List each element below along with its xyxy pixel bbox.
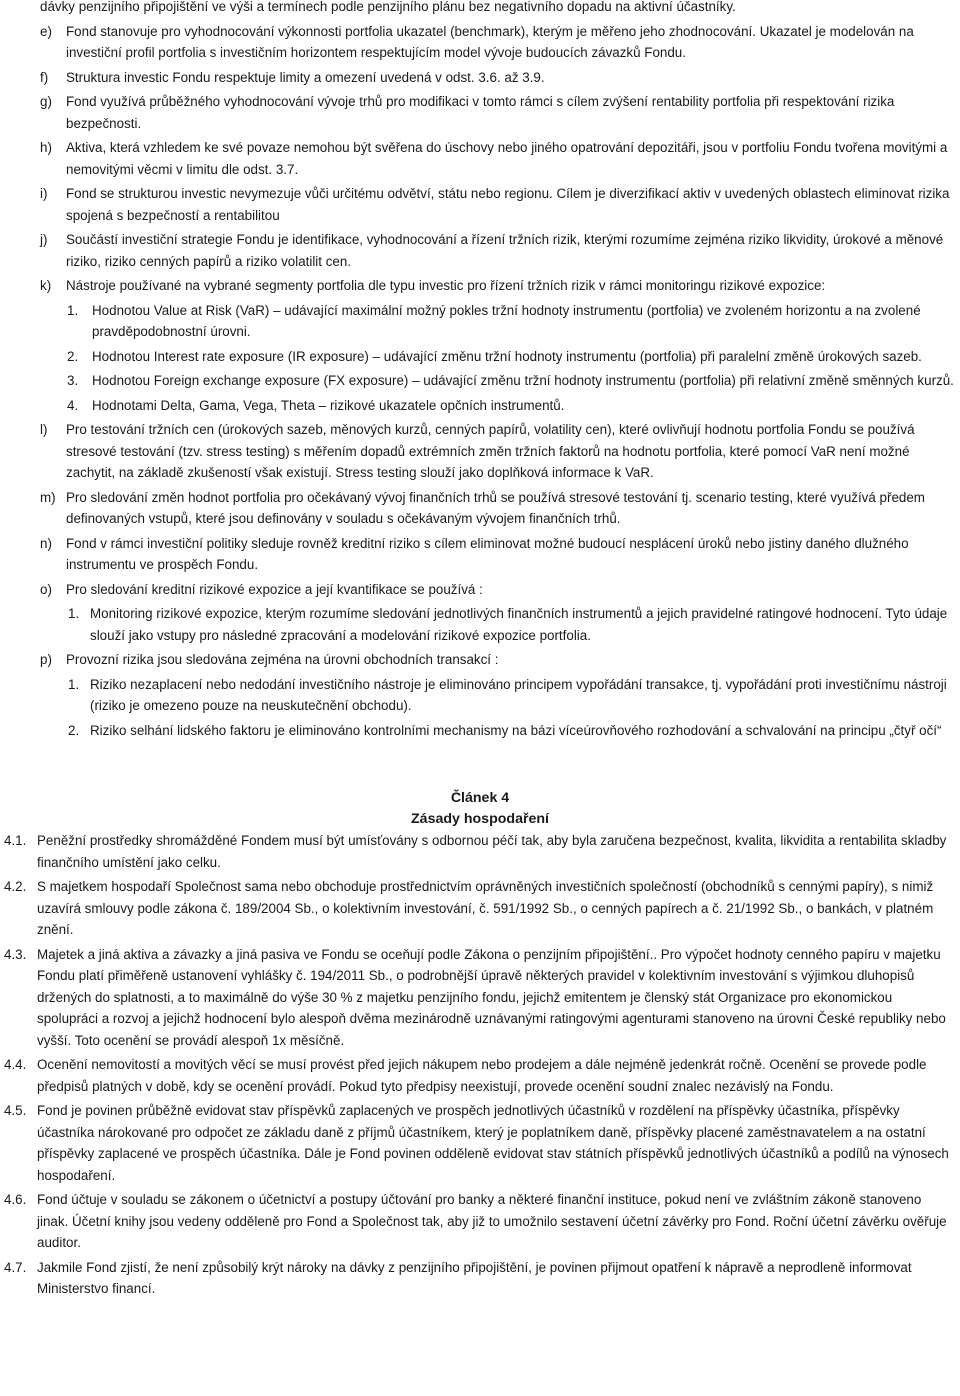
section-text: S majetkem hospodaří Společnost sama nebo obchoduje prostřednictvím oprávněných investičních společností (obchodníků s cennými papíry), s nimiž uzavírá smlouvy podle zákona č. 189/2004 Sb., o kolektivním investování, č. 591/1992 Sb., o cenných papírech a č. 21/1992 Sb., o bankách, v platném znění. <box>37 879 934 937</box>
item-text: Fond se strukturou investic nevymezuje vůči určitému odvětví, státu nebo regionu. Cílem je diverzifikací aktiv v uvedených oblastech eliminovat rizika spojená s bezpečností a rentabilitou <box>66 186 950 223</box>
sub-item-text: Hodnotou Foreign exchange exposure (FX exposure) – udávající změnu tržní hodnoty instrumentu (portfolia) při relativní změně směnných kurzů. <box>92 373 954 388</box>
sub-item-text: Hodnotou Interest rate exposure (IR exposure) – udávající změnu tržní hodnoty instrumentu (portfolia) při paralelní změně úrokových sazeb. <box>92 348 922 364</box>
intro-text: dávky penzijního připojištění ve výši a termínech podle penzijního plánu bez negativního dopadu na aktivní účastníky. <box>40 0 736 14</box>
item-text: Pro sledování kreditní rizikové expozice a její kvantifikace se používá : <box>66 581 483 597</box>
item-text: Součástí investiční strategie Fondu je identifikace, vyhodnocování a řízení tržních rizik, kterými rozumíme zejména riziko likvidity, úrokové a měnové riziko, riziko cenných papírů a riziko volatilit cen. <box>66 232 944 269</box>
sub-item-text: Hodnotami Delta, Gama, Vega, Theta – rizikové ukazatele opčních instrumentů. <box>92 397 565 413</box>
item-label: l) <box>40 422 48 437</box>
section-label: 4.3. <box>4 946 27 962</box>
sub-item-label: 3. <box>67 373 79 388</box>
list-item-i <box>0 183 960 226</box>
item-label: k) <box>40 278 52 293</box>
section-text: Ocenění nemovitostí a movitých věcí se musí provést před jejich nákupem nebo prodejem a dále nejméně jedenkrát ročně. Ocenění se provede podle předpisů platných v době, kdy se ocenění provádí. Pokud tyto předpisy neexistují, provede ocenění soudní znalec nezávislý na Fondu. <box>37 1057 927 1094</box>
item-text: Struktura investic Fondu respektuje limity a omezení uvedená v odst. 3.6. až 3.9. <box>66 69 545 85</box>
item-label: i) <box>40 186 48 201</box>
item-text: Aktiva, která vzhledem ke své povaze nemohou být svěřena do úschovy nebo jiného opatrování depozitáři, jsou v portfoliu Fondu tvořena movitými a nemovitými věcmi v limitu dle odst. 3.7. <box>66 140 948 177</box>
list-item-j <box>0 229 960 272</box>
section-text: Majetek a jiná aktiva a závazky a jiná pasiva ve Fondu se oceňují podle Zákona o penzijním připojištění.. Pro výpočet hodnoty cenného papíru v majetku Fondu platí přiměřeně ustanovení vyhlášky č. 194/2011 Sb., o podrobnější úpravě některých pravidel v kolektivním investování s výjimkou dluhopisů držených do splatnosti, a to maximálně do výše 30 % z majetku penzijního fondu, jejichž emitentem je členský stát Organizace pro ekonomickou spolupráci a rozvoj a jejichž hodnocení bylo alespoň dvěma mezinárodně uznávanými ratingovými agenturami stanoveno na úrovni České republiky nebo vyšší. Toto ocenění se provádí alespoň 1x měsíčně. <box>37 946 946 1048</box>
list-item-f <box>0 67 960 89</box>
item-label: g) <box>40 94 52 109</box>
sub-item-k-2 <box>0 346 960 368</box>
section-4-2 <box>0 876 960 941</box>
section-text: Fond účtuje v souladu se zákonem o účetnictví a postupy účtování pro banky a některé finanční instituce, pokud není ve zvláštním zákoně stanoveno jinak. Účetní knihy jsou vedeny odděleně pro Fond a Společnost tak, aby již to umožnilo sestavení účetní závěrky pro Fond. Roční účetní závěrku ověřuje auditor. <box>37 1192 947 1250</box>
item-text: Fond využívá průběžného vyhodnocování vývoje trhů pro modifikaci v tomto rámci s cílem zvýšení rentability portfolia při respektování rizika bezpečnosti. <box>66 94 895 131</box>
section-4-3 <box>0 944 960 1052</box>
section-4-1 <box>0 830 960 873</box>
item-text: Nástroje používané na vybrané segmenty portfolia dle typu investic pro řízení tržních rizik v rámci monitoringu rizikové expozice: <box>66 278 826 293</box>
section-4-6 <box>0 1189 960 1254</box>
section-label: 4.1. <box>4 833 27 848</box>
sub-item-text: Riziko nezaplacení nebo nedodání investičního nástroje je eliminováno principem vypořádání transakce, tj. vypořádání proti investičnímu nástroji (riziko je omezeno pouze na neuskutečnění obchodu). <box>90 676 947 713</box>
list-item-l <box>0 419 960 484</box>
sub-item-k-1 <box>0 300 960 343</box>
sub-item-text: Hodnotou Value at Risk (VaR) – udávající maximální možný pokles tržní hodnoty instrumentu (portfolia) ve zvoleném horizontu a na zvolené pravděpodobnostní úrovni. <box>92 302 921 339</box>
list-item-h <box>0 137 960 180</box>
item-label: n) <box>40 535 52 551</box>
list-item-m <box>0 487 960 530</box>
sub-item-label: 2. <box>68 722 80 738</box>
list-item-e <box>0 21 960 64</box>
list-item-n <box>0 533 960 576</box>
item-label: m) <box>40 489 56 505</box>
sub-item-o-1 <box>0 603 960 646</box>
article-title: Zásady hospodaření <box>411 811 549 827</box>
section-4-4 <box>0 1054 960 1097</box>
sub-item-k-3 <box>0 370 960 392</box>
list-item-k <box>0 275 960 297</box>
section-label: 4.6. <box>4 1192 27 1207</box>
sub-item-label: 1. <box>67 302 79 318</box>
item-text: Pro sledování změn hodnot portfolia pro očekávaný vývoj finančních trhů se používá stresové testování tj. scenario testing, které využívá předem definovaných vstupů, které jsou definovány v souladu s očekávaným vývojem finančních trhů. <box>66 489 925 526</box>
sub-item-label: 4. <box>67 397 79 413</box>
section-text: Peněžní prostředky shromážděné Fondem musí být umísťovány s odbornou péčí tak, aby byla zaručena bezpečnost, kvalita, likvidita a rentabilita skladby finančního umístění jako celku. <box>37 833 947 870</box>
list-item-g <box>0 91 960 134</box>
list-item-o <box>0 579 960 601</box>
article-number: Článek 4 <box>450 790 510 806</box>
item-label: f) <box>40 69 49 85</box>
section-label: 4.2. <box>4 879 27 894</box>
sub-item-text: Riziko selhání lidského faktoru je eliminováno kontrolními mechanismy na bázi víceúrovňového rozhodování a schvalování na principu „čtyř očí“ <box>90 722 942 738</box>
section-4-7 <box>0 1257 960 1300</box>
spacer <box>0 766 960 788</box>
item-label: p) <box>40 652 52 667</box>
sub-item-text: Monitoring rizikové expozice, kterým rozumíme sledování jednotlivých finančních instrumentů a jejich pravidelné ratingové hodnocení. Tyto údaje slouží jako vstupy pro následné zpracování a modelování rizikové expozice portfolia. <box>90 606 948 643</box>
intro-fragment <box>0 0 960 18</box>
section-label: 4.5. <box>4 1103 27 1118</box>
section-text: Fond je povinen průběžně evidovat stav příspěvků zaplacených ve prospěch jednotlivých účastníků v rozdělení na příspěvky účastníka, příspěvky účastníka nárokované pro odpočet ze základu daně z příjmů účastníkem, který je poplatníkem daně, příspěvky placené zaměstnavatelem a na ostatní příspěvky zaplacené ve prospěch účastníka. Dále je Fond povinen odděleně evidovat stav státních příspěvků jednotlivých účastníků a podílů na výnosech hospodaření. <box>37 1103 949 1183</box>
sub-item-label: 1. <box>68 606 80 621</box>
list-item-p <box>0 649 960 671</box>
sub-item-label: 2. <box>67 348 79 364</box>
item-label: h) <box>40 140 52 155</box>
sub-item-label: 1. <box>68 676 80 692</box>
item-text: Pro testování tržních cen (úrokových sazeb, měnových kurzů, cenných papírů, volatility cen), které ovlivňují hodnotu portfolia Fondu se používá stresové testování (tzv. stress testing) s měřením dopadů extrémních změn tržních faktorů na hodnotu portfolia, které pomocí VaR není možné zachytit, na základě zkušeností však existují. Stress testing slouží jako doplňková informace k VaR. <box>66 422 915 480</box>
item-text: Fond v rámci investiční politiky sleduje rovněž kreditní riziko s cílem eliminovat možné budoucí nesplácení úroků nebo jistiny daného dlužného instrumentu ve prospěch Fondu. <box>66 535 909 572</box>
item-label: o) <box>40 581 52 597</box>
section-4-5 <box>0 1100 960 1186</box>
section-label: 4.7. <box>4 1259 27 1275</box>
item-text: Provozní rizika jsou sledována zejména na úrovni obchodních transakcí : <box>66 652 499 667</box>
item-label: j) <box>40 232 48 247</box>
spacer <box>0 744 960 766</box>
sub-item-p-1 <box>0 674 960 717</box>
sub-item-k-4 <box>0 395 960 417</box>
item-text: Fond stanovuje pro vyhodnocování výkonnosti portfolia ukazatel (benchmark), kterým je měřeno jeho zhodnocování. Ukazatel je modelován na investiční profil portfolia s investičním horizontem respektujícím model vývoje budoucích závazků Fondu. <box>66 23 914 60</box>
section-text: Jakmile Fond zjistí, že není způsobilý krýt nároky na dávky z penzijního připojištění, je povinen přijmout opatření k nápravě a neprodleně informovat Ministerstvo financí. <box>37 1259 912 1296</box>
sub-item-p-2 <box>0 720 960 742</box>
item-label: e) <box>40 23 52 39</box>
section-label: 4.4. <box>4 1057 27 1072</box>
